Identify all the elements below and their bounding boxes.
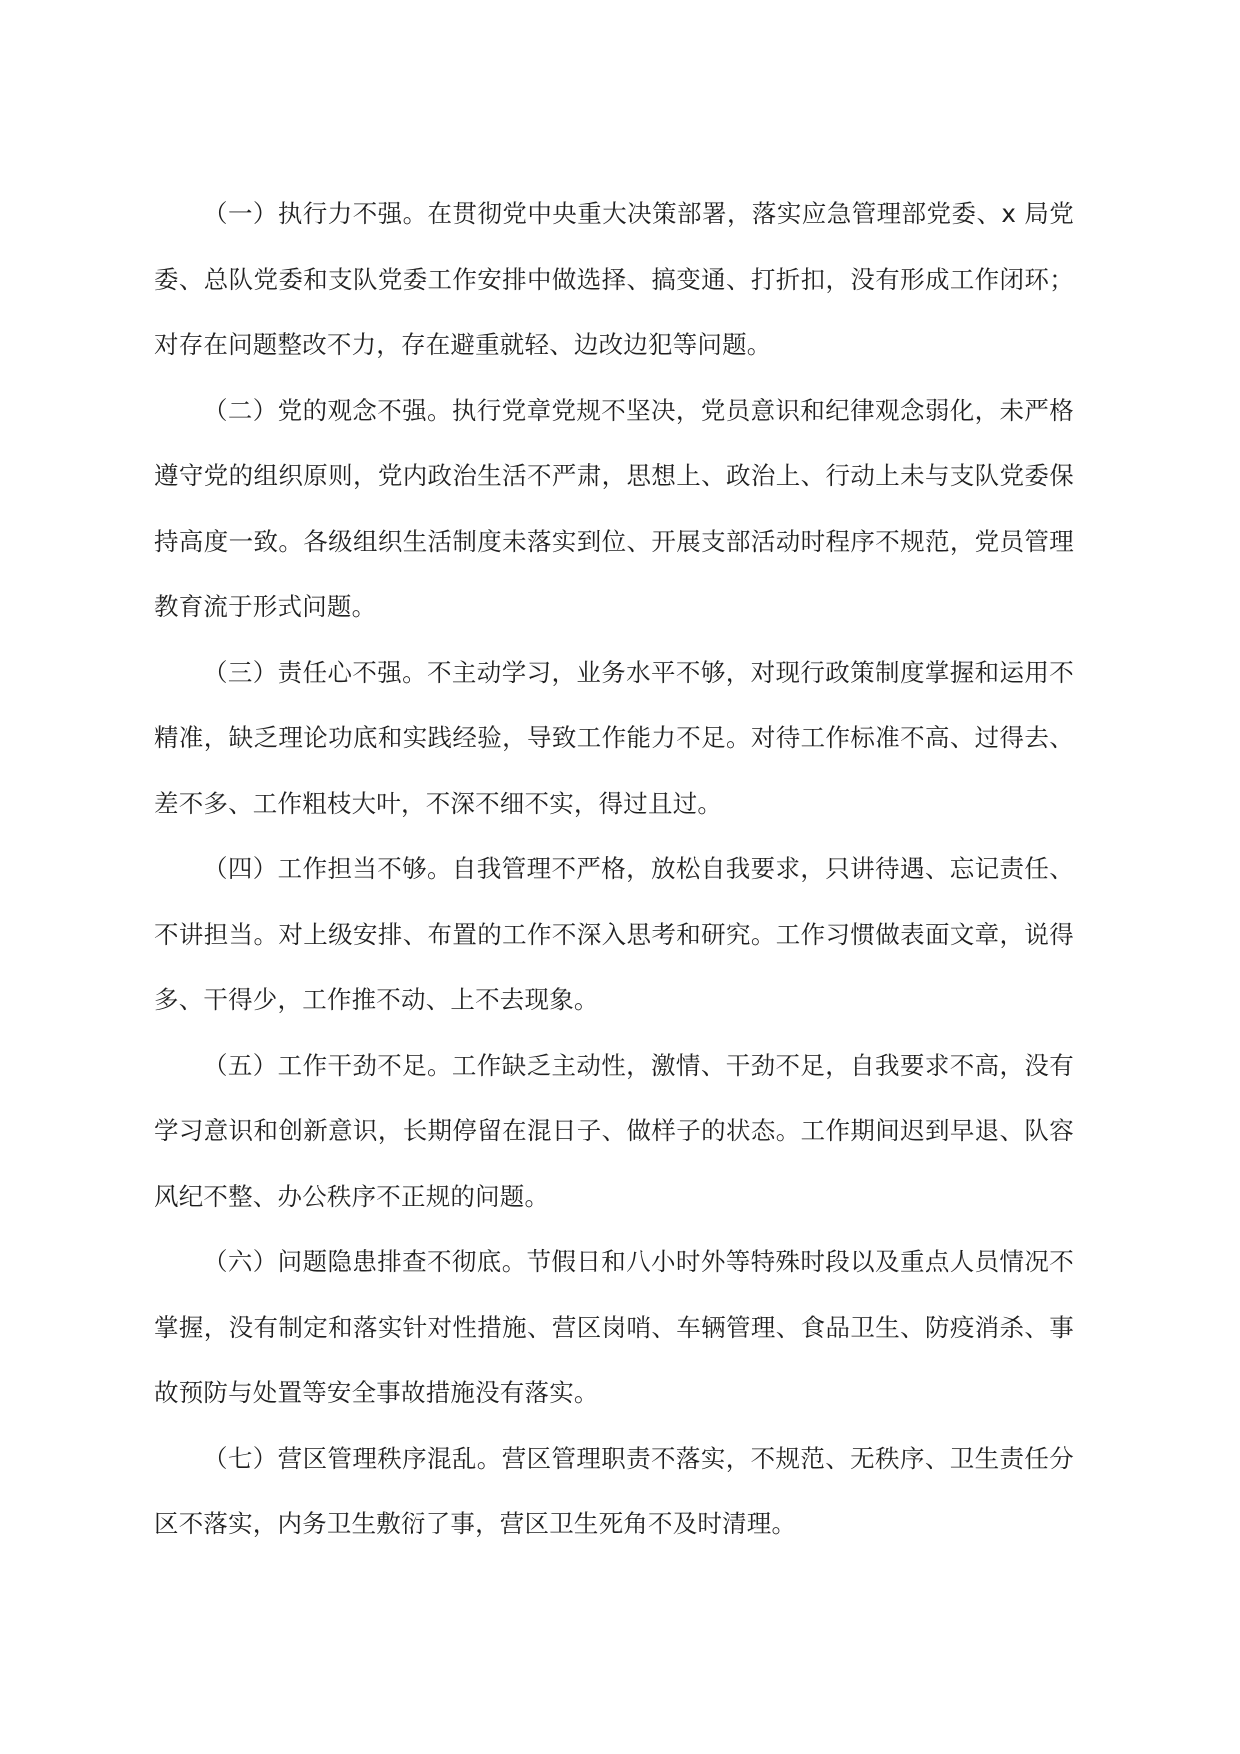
document-body bbox=[154, 181, 1074, 1557]
paragraph-1: （一）执行力不强。在贯彻党中央重大决策部署，落实应急管理部党委、x 局党委、总队党委和支队党委工作安排中做选择、搞变通、打折扣，没有形成工作闭环；对存在问题整改不力，存在避重就轻、边改边犯等问题。 bbox=[154, 199, 1074, 359]
paragraph-2: （二）党的观念不强。执行党章党规不坚决，党员意识和纪律观念弱化，未严格遵守党的组织原则，党内政治生活不严肃，思想上、政治上、行动上未与支队党委保持高度一致。各级组织生活制度未落实到位、开展支部活动时程序不规范，党员管理教育流于形式问题。 bbox=[154, 395, 1074, 621]
paragraph-3: （三）责任心不强。不主动学习，业务水平不够，对现行政策制度掌握和运用不精准，缺乏理论功底和实践经验，导致工作能力不足。对待工作标准不高、过得去、差不多、工作粗枝大叶，不深不细不实，得过且过。 bbox=[154, 657, 1074, 818]
paragraph-4: （四）工作担当不够。自我管理不严格，放松自我要求，只讲待遇、忘记责任、不讲担当。对上级安排、布置的工作不深入思考和研究。工作习惯做表面文章，说得多、干得少，工作推不动、上不去现象。 bbox=[154, 854, 1074, 1014]
paragraph-7: （七）营区管理秩序混乱。营区管理职责不落实，不规范、无秩序、卫生责任分区不落实，内务卫生敷衍了事，营区卫生死角不及时清理。 bbox=[154, 1443, 1074, 1538]
paragraph-6: （六）问题隐患排查不彻底。节假日和八小时外等特殊时段以及重点人员情况不掌握，没有制定和落实针对性措施、营区岗哨、车辆管理、食品卫生、防疫消杀、事故预防与处置等安全事故措施没有落实。 bbox=[154, 1247, 1074, 1407]
paragraph-5: （五）工作干劲不足。工作缺乏主动性，激情、干劲不足，自我要求不高，没有学习意识和创新意识，长期停留在混日子、做样子的状态。工作期间迟到早退、队容风纪不整、办公秩序不正规的问题。 bbox=[154, 1050, 1074, 1211]
